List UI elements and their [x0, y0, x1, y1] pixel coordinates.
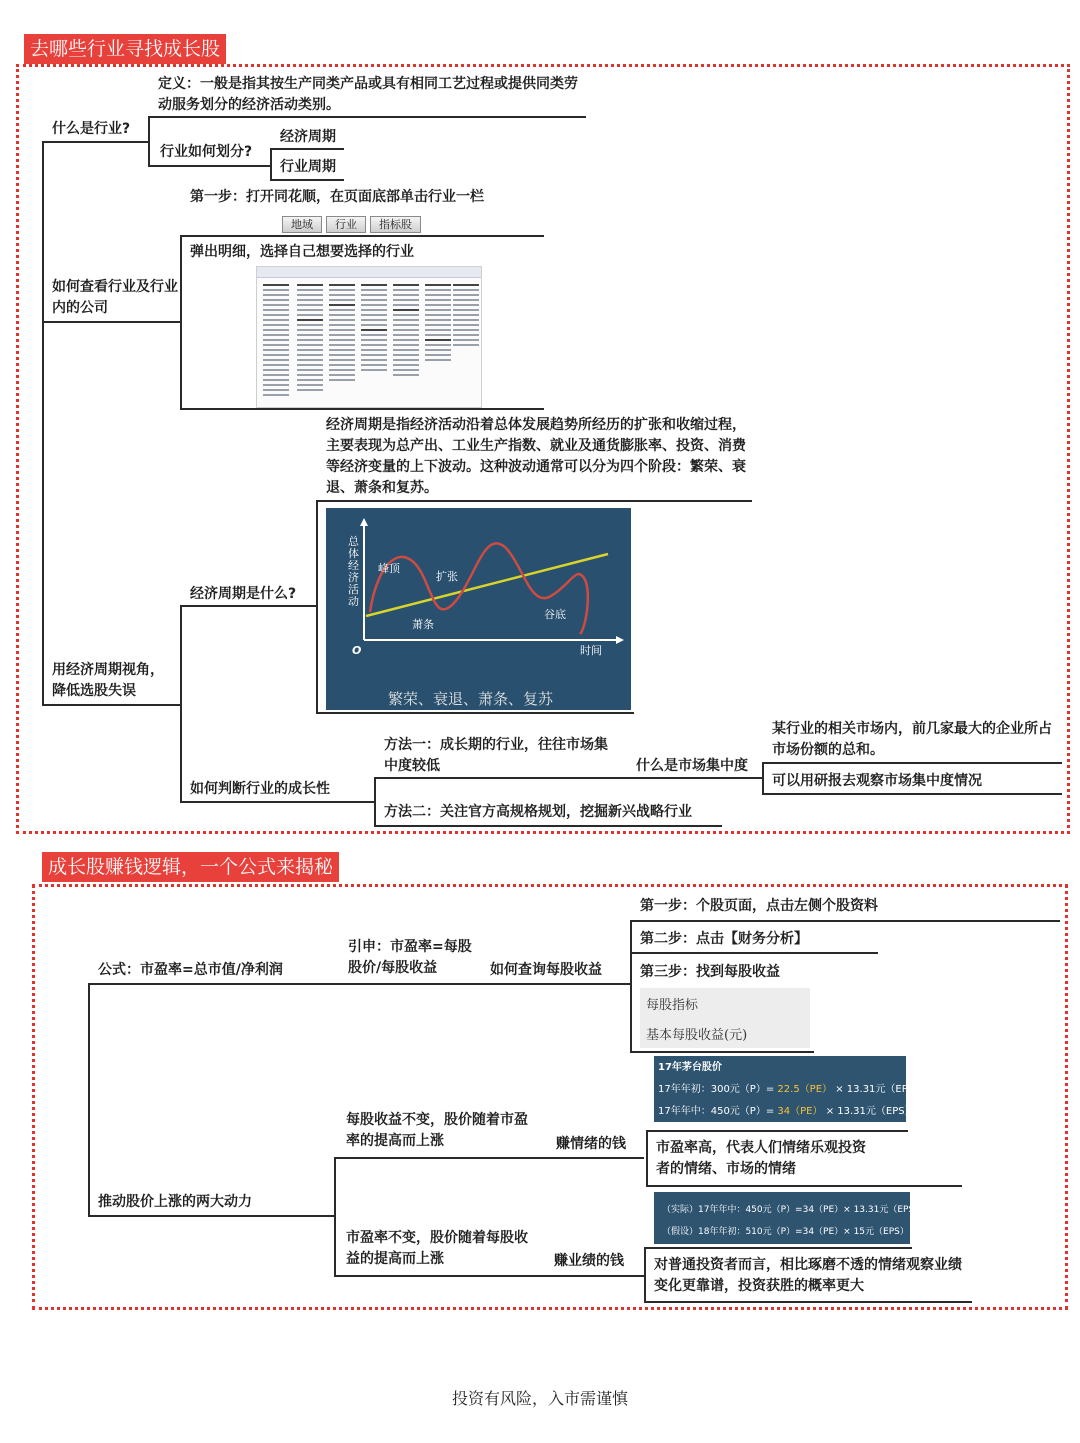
line-earnings-note [644, 1301, 972, 1303]
line-eps-up [334, 1275, 644, 1277]
moutai-row1-eps: × 13.31元（EPS） [835, 1084, 925, 1095]
node-industry-cycle: 行业周期 [280, 159, 336, 175]
moutai-row1-pe: 22.5（PE） [777, 1084, 833, 1095]
line-cycle-def [316, 500, 752, 502]
chart-footer: 繁荣、衰退、萧条、复苏 [388, 690, 554, 708]
node-method1: 方法一：成长期的行业，往往市场集中度较低 [384, 737, 608, 774]
risk-footer: 投资有风险，入市需谨慎 [451, 1389, 628, 1408]
node-emotion-note: 市盈率高，代表人们情绪乐观投资者的情绪、市场的情绪 [656, 1140, 866, 1177]
node-what-is-industry: 什么是行业? [52, 121, 131, 137]
section1-title: 去哪些行业寻找成长股 [24, 34, 226, 64]
node-cycle-view: 用经济周期视角，降低选股失误 [52, 662, 164, 699]
line-what-cycle [180, 605, 318, 607]
line-s1 [630, 920, 1060, 922]
line-method2 [374, 825, 722, 827]
line-earn [644, 1247, 912, 1249]
industry-tab-bar [282, 216, 421, 233]
line-judge [180, 801, 376, 803]
line-s2 [630, 952, 878, 954]
line-derive [336, 983, 482, 985]
line-how-divided [148, 165, 272, 167]
line-eps [630, 1051, 814, 1053]
node-emotion-money: 赚情绪的钱 [556, 1136, 626, 1152]
industry-list-thumbnail [256, 266, 482, 408]
moutai-row1-price: 17年年初：300元（P）= [658, 1084, 775, 1095]
node-step1: 第一步：打开同花顺，在页面底部单击行业一栏 [190, 189, 484, 205]
economic-cycle-chart [326, 508, 631, 710]
node-what-concentration: 什么是市场集中度 [636, 758, 748, 774]
moutai-row2-pe: 34（PE） [777, 1106, 823, 1117]
eps-panel-row[interactable]: 基本每股收益(元) [646, 1028, 748, 1043]
line-industry-cycle [270, 179, 344, 181]
line-judge-v [374, 777, 376, 827]
line-drivers [88, 1215, 336, 1217]
node-earnings-money: 赚业绩的钱 [554, 1253, 624, 1269]
eps-panel-header: 每股指标 [646, 998, 699, 1013]
node-eps-up: 市盈率不变，股价随着每股收益的提高而上涨 [346, 1230, 528, 1267]
chart-trough-label: 谷底 [544, 608, 566, 621]
line-how-view-v [180, 235, 182, 409]
moutai-row2-price: 17年年中：450元（P）= [658, 1106, 775, 1117]
node-how-view: 如何查看行业及行业内的公司 [52, 279, 178, 316]
trunk-line [42, 141, 44, 704]
node-s2: 第二步：点击【财务分析】 [640, 931, 808, 947]
line-pe-up [334, 1157, 644, 1159]
node-step2: 弹出明细，选择自己想要选择的行业 [190, 244, 414, 260]
line-emotion-v [646, 1130, 648, 1186]
earnings-table [654, 1192, 924, 1244]
chart-x-label: 时间 [580, 644, 602, 657]
line-eps-v [630, 983, 632, 1053]
tab-index-stock[interactable]: 指标股 [370, 216, 421, 233]
moutai-title: 17年茅台股价 [658, 1062, 722, 1073]
moutai-row1 [658, 1080, 924, 1095]
line-method1 [374, 777, 764, 779]
node-drivers: 推动股价上涨的两大动力 [98, 1194, 252, 1210]
node-derive: 引申：市盈率=每股股价/每股收益 [348, 939, 472, 976]
line-formula [88, 983, 336, 985]
chart-origin-label: O [352, 644, 362, 657]
line-drivers-v [334, 1157, 336, 1275]
node-s3: 第三步：找到每股收益 [640, 964, 780, 980]
line-query [482, 983, 632, 985]
line-cycle-view [42, 704, 182, 706]
moutai-row2-eps: × 13.31元（EPS） [825, 1106, 915, 1117]
section2-title: 成长股赚钱逻辑，一个公式来揭秘 [42, 852, 339, 882]
eps-panel [640, 988, 810, 1048]
line-what-industry [42, 141, 150, 143]
line-how-view [42, 321, 182, 323]
line-divided-v [270, 148, 272, 181]
moutai-row2 [658, 1102, 915, 1117]
node-s1: 第一步：个股页面，点击左侧个股资料 [640, 898, 878, 914]
line-econ-cycle [270, 148, 344, 150]
earn-row1: （实际）17年年中：450元（P）=34（PE）× 13.31元（EPS） [662, 1205, 924, 1215]
chart-y-label: 总体经济活动 [348, 535, 359, 608]
node-cycle-definition: 经济周期是指经济活动沿着总体发展趋势所经历的扩张和收缩过程，主要表现为总产出、工业生产指数、就业及通货膨胀率、投资、消费等经济变量的上下波动。这种波动通常可以分为四个阶段：繁荣、衰退、萧条和复苏。 [326, 417, 746, 496]
line-research [762, 793, 1062, 795]
line-step1 [180, 235, 544, 237]
line-def [148, 116, 586, 118]
line-emotion-note [646, 1185, 962, 1187]
tab-region[interactable]: 地域 [282, 216, 322, 233]
section2-frame [32, 884, 1068, 1310]
trunk2-line [88, 983, 90, 1215]
node-econ-cycle: 经济周期 [280, 129, 336, 145]
node-earnings-note: 对普通投资者而言，相比琢磨不透的情绪观察业绩变化更靠谱，投资获胜的概率更大 [654, 1257, 962, 1294]
tab-industry[interactable]: 行业 [326, 216, 366, 233]
earn-row2: （假设）18年年初：510元（P）=34（PE）× 15元（EPS） [662, 1227, 909, 1237]
chart-expand-label: 扩张 [436, 570, 458, 583]
line-concentration-v [762, 762, 764, 795]
node-method2: 方法二：关注官方高规格规划，挖掘新兴战略行业 [384, 804, 692, 820]
node-definition: 定义：一般是指其按生产同类产品或具有相同工艺过程或提供同类劳动服务划分的经济活动类别。 [158, 76, 578, 113]
line-step2 [180, 408, 544, 410]
node-judge-growth: 如何判断行业的成长性 [190, 781, 330, 797]
line-cycle-view-v [180, 605, 182, 801]
line-earnings-v [644, 1247, 646, 1303]
node-pe-up: 每股收益不变，股价随着市盈率的提高而上涨 [346, 1112, 528, 1149]
node-what-is-cycle: 经济周期是什么? [190, 586, 297, 602]
line-what-industry-v [148, 116, 150, 166]
node-query-eps: 如何查询每股收益 [490, 962, 602, 978]
moutai-price-table [654, 1056, 925, 1122]
node-research-report: 可以用研报去观察市场集中度情况 [772, 773, 982, 789]
line-moutai [646, 1130, 908, 1132]
chart-recession-label: 萧条 [412, 618, 434, 631]
node-how-divided: 行业如何划分? [160, 144, 253, 160]
line-concentration-def [762, 762, 1062, 764]
node-formula: 公式：市盈率=总市值/净利润 [98, 962, 283, 978]
line-what-cycle-v [316, 500, 318, 712]
node-concentration-def: 某行业的相关市场内，前几家最大的企业所占市场份额的总和。 [772, 721, 1052, 758]
chart-peak-label: 峰顶 [378, 562, 400, 575]
line-chart [316, 712, 634, 714]
